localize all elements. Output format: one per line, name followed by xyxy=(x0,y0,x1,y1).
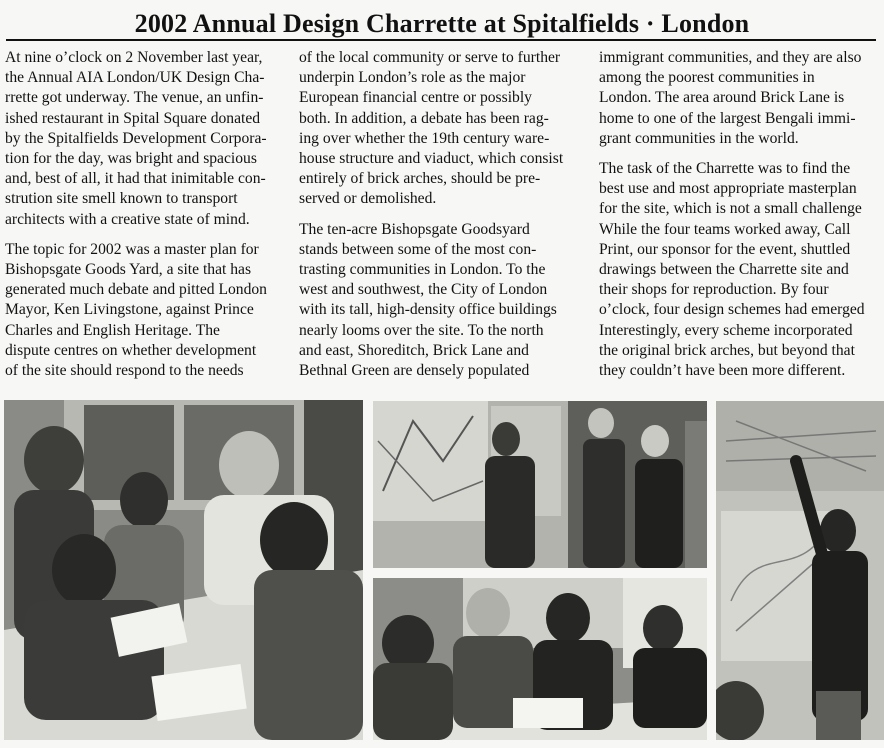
text-line: o’clock, four design schemes had emerged xyxy=(599,301,865,319)
text-line: among the poorest communities in xyxy=(599,69,815,87)
text-line: grant communities in the world. xyxy=(599,129,799,147)
text-line: ished restaurant in Spital Square donated xyxy=(5,109,261,127)
text-line: European financial centre or possibly xyxy=(299,89,532,107)
text-line: London. The area around Brick Lane is xyxy=(599,89,845,107)
text-line: served or demolished. xyxy=(299,190,437,208)
text-line: drawings between the Charrette site and xyxy=(599,261,849,279)
photo-team-at-table-image xyxy=(4,400,363,740)
text-line: Charles and English Heritage. The xyxy=(5,321,220,339)
paragraph xyxy=(299,220,591,382)
text-line: entirely of brick arches, should be pre- xyxy=(299,170,541,188)
text-line: tion for the day, was bright and spacious xyxy=(5,150,257,168)
text-line: nearly looms over the site. To the north xyxy=(299,321,544,339)
photo-team-discussion xyxy=(373,578,707,740)
paragraph xyxy=(5,48,291,230)
article-column-3 xyxy=(599,48,881,391)
text-line: immigrant communities, and they are also xyxy=(599,49,862,66)
text-line: by the Spitalfields Development Corpora- xyxy=(5,129,267,147)
text-line: and east, Shoreditch, Brick Lane and xyxy=(299,341,529,359)
text-line: Bethnal Green are densely populated xyxy=(299,362,530,380)
text-line: both. In addition, a debate has been rag- xyxy=(299,109,549,127)
text-line: dispute centres on whether development xyxy=(5,341,257,359)
paragraph xyxy=(599,48,881,149)
text-line: Bishopsgate Goods Yard, a site that has xyxy=(5,261,252,279)
text-line: of the site should respond to the needs xyxy=(5,362,244,380)
text-line: underpin London’s role as the major xyxy=(299,69,526,87)
photo-team-at-table xyxy=(4,400,363,740)
text-line: Interestingly, every scheme incorporated xyxy=(599,321,853,339)
paragraph xyxy=(5,240,291,381)
text-line: The ten-acre Bishopsgate Goodsyard xyxy=(299,220,530,238)
text-line: and, best of all, it had that inimitable con- xyxy=(5,170,266,188)
text-line: Mayor, Ken Livingstone, against Prince xyxy=(5,301,254,319)
title-rule xyxy=(6,39,876,41)
paragraph xyxy=(599,159,881,381)
text-line: best use and most appropriate masterplan xyxy=(599,180,857,198)
text-line: While the four teams worked away, Call xyxy=(599,220,851,238)
text-line: At nine o’clock on 2 November last year, xyxy=(5,49,263,66)
photo-team-discussion-image xyxy=(373,578,707,740)
text-line: of the local community or serve to further xyxy=(299,49,561,66)
photo-pointing-at-drawing xyxy=(716,401,884,740)
text-line: the original brick arches, but beyond that xyxy=(599,341,855,359)
text-line: strution site smell known to transport xyxy=(5,190,238,208)
photo-presentation xyxy=(373,401,707,568)
text-line: they couldn’t have been more different. xyxy=(599,362,846,380)
text-line: architects with a creative state of mind. xyxy=(5,210,250,228)
text-line: home to one of the largest Bengali immi- xyxy=(599,109,856,127)
text-line: west and southwest, the City of London xyxy=(299,281,548,299)
text-line: Print, our sponsor for the event, shuttled xyxy=(599,240,851,258)
photo-pointing-at-drawing-image xyxy=(716,401,884,740)
article-column-2 xyxy=(299,48,591,391)
text-line: with its tall, high-density office buildings xyxy=(299,301,557,319)
text-line: generated much debate and pitted London xyxy=(5,281,267,299)
text-line: ing over whether the 19th century ware- xyxy=(299,129,550,147)
page-title: 2002 Annual Design Charrette at Spitalfields · London xyxy=(134,9,750,38)
text-line: the Annual AIA London/UK Design Cha- xyxy=(5,69,265,87)
text-line: trasting communities in London. To the xyxy=(299,261,546,279)
text-line: their shops for reproduction. By four xyxy=(599,281,829,299)
photo-presentation-image xyxy=(373,401,707,568)
text-line: The task of the Charrette was to find the xyxy=(599,160,851,178)
paragraph xyxy=(299,48,591,210)
text-line: The topic for 2002 was a master plan for xyxy=(5,240,259,258)
text-line: stands between some of the most con- xyxy=(299,240,537,258)
text-line: house structure and viaduct, which consist xyxy=(299,150,564,168)
text-line: for the site, which is not a small challenge xyxy=(599,200,862,218)
article-column-1 xyxy=(5,48,291,391)
text-line: rrette got underway. The venue, an unfin- xyxy=(5,89,264,107)
